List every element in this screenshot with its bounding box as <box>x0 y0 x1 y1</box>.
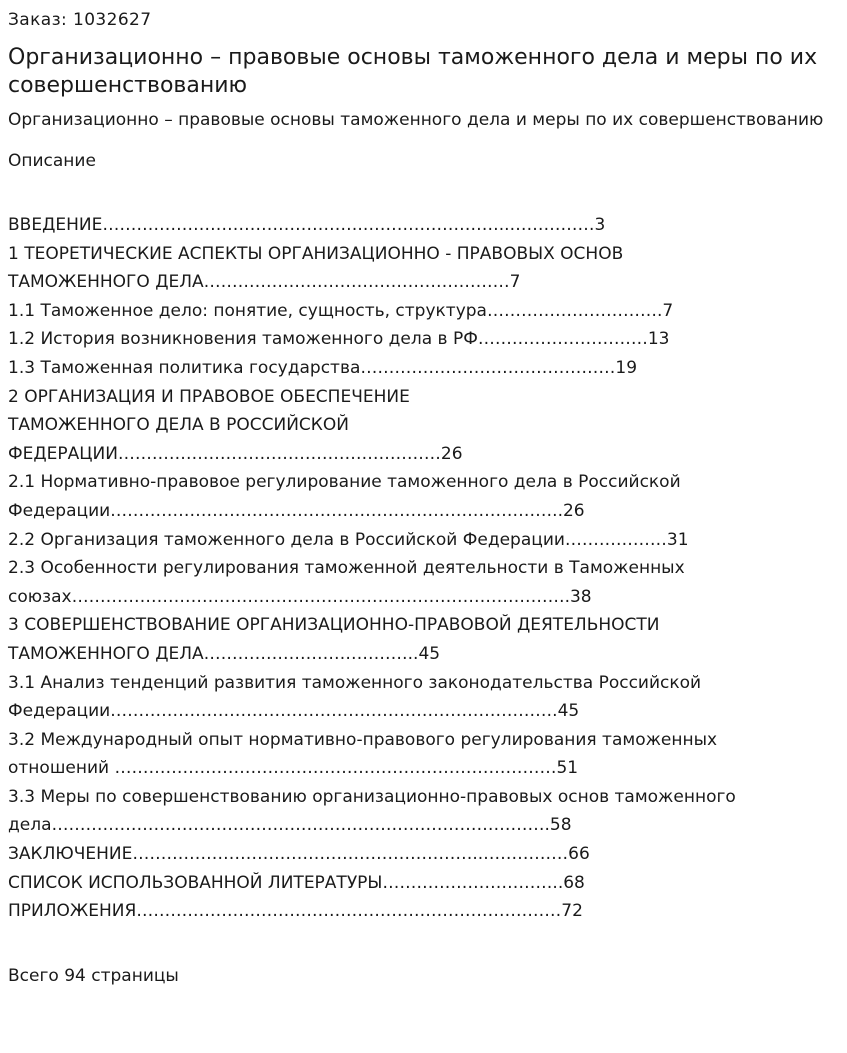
document-subtitle: Организационно – правовые основы таможенного дела и меры по их совершенствованию <box>8 110 824 130</box>
toc-item: ЗАКЛЮЧЕНИЕ……………………………………………………..……………66 <box>8 844 590 865</box>
toc-item: 2.3 Особенности регулирования таможенной деятельности в Таможенных союзах…………………………………………………………………………….38 <box>8 558 685 607</box>
table-of-contents <box>8 211 839 926</box>
description-label: Описание <box>8 151 96 171</box>
toc-item: 1.2 История возникновения таможенного дела в РФ…………………………13 <box>8 329 670 350</box>
document-title: Организационно – правовые основы таможенного дела и меры по их совершенствованию <box>8 45 818 98</box>
toc-item: 3.3 Меры по совершенствованию организационно-правовых основ таможенного дела…………………………………………………………………………….58 <box>8 786 736 836</box>
toc-item: 2 ОРГАНИЗАЦИЯ И ПРАВОВОЕ ОБЕСПЕЧЕНИЕ ТАМОЖЕННОГО ДЕЛА В РОССИЙСКОЙ ФЕДЕРАЦИИ…………………………………………………26 <box>8 386 463 464</box>
toc-item: 2.1 Нормативно-правовое регулирование таможенного дела в Российской Федерации……………………………………………………………………..26 <box>8 472 681 521</box>
total-pages: Всего 94 страницы <box>8 965 179 986</box>
toc-item: 3 СОВЕРШЕНСТВОВАНИЕ ОРГАНИЗАЦИОННО-ПРАВОВОЙ ДЕЯТЕЛЬНОСТИ ТАМОЖЕННОГО ДЕЛА………………………………..45 <box>8 615 660 664</box>
toc-item: 2.2 Организация таможенного дела в Российской Федерации………………31 <box>8 529 689 550</box>
order-number: Заказ: 1032627 <box>8 10 152 30</box>
toc-item: ВВЕДЕНИЕ……………………………………….……………………..……………3 <box>8 215 606 235</box>
toc-item: 1.3 Таможенная политика государства………………………………………19 <box>8 357 638 378</box>
toc-item: 3.2 Международный опыт нормативно-правового регулирования таможенных отношений ……………………………………………………………………51 <box>8 729 718 779</box>
toc-item: СПИСОК ИСПОЛЬЗОВАННОЙ ЛИТЕРАТУРЫ…………………………..68 <box>8 872 585 893</box>
toc-item: ПРИЛОЖЕНИЯ…………………………………………………………………72 <box>8 901 583 922</box>
toc-item: 1 ТЕОРЕТИЧЕСКИЕ АСПЕКТЫ ОРГАНИЗАЦИОННО - ПРАВОВЫХ ОСНОВ ТАМОЖЕННОГО ДЕЛА………………………………………………7 <box>8 243 624 293</box>
toc-item: 3.1 Анализ тенденций развития таможенного законодательства Российской Федерации…………………………………………………………………….45 <box>8 672 702 722</box>
toc-item: 1.1 Таможенное дело: понятие, сущность, структура………………………….7 <box>8 300 674 321</box>
